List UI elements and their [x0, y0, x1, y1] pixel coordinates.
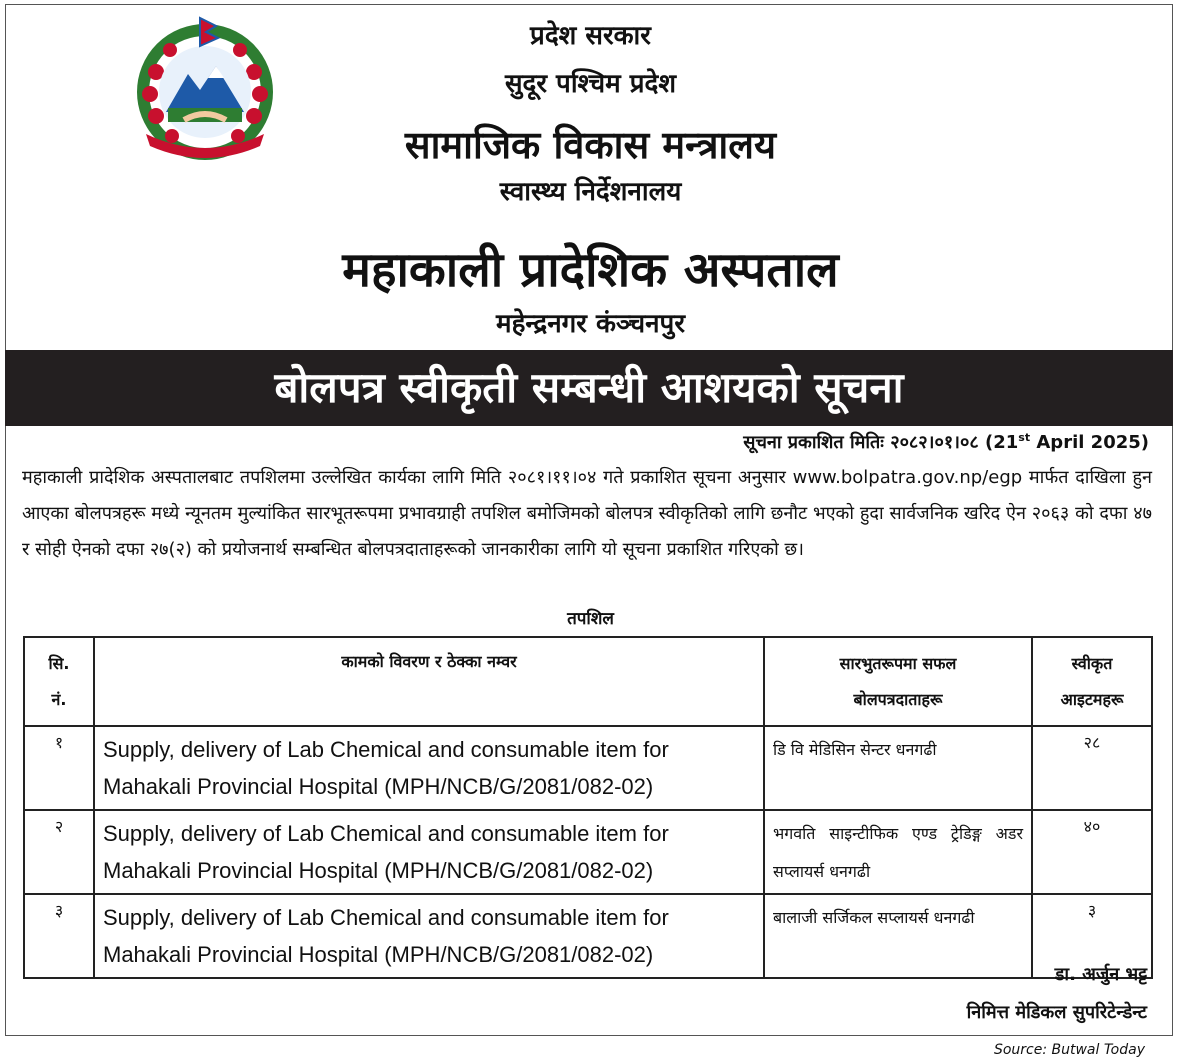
row-description: Supply, delivery of Lab Chemical and consumable item for Mahakali Provincial Hospital (MPH/NCB/G/2081/082-02) — [94, 810, 764, 894]
publication-english-sup: st — [1018, 431, 1031, 444]
header-bidder — [764, 637, 1032, 726]
row-sn: ३ — [24, 894, 94, 978]
row-sn: २ — [24, 810, 94, 894]
row-description: Supply, delivery of Lab Chemical and consumable item for Mahakali Provincial Hospital (MPH/NCB/G/2081/082-02) — [94, 726, 764, 810]
publication-date — [743, 430, 1149, 454]
header-line-1: प्रदेश सरकार — [530, 21, 651, 51]
source-credit: Source: Butwal Today — [993, 1042, 1145, 1058]
hospital-title: महाकाली प्रादेशिक अस्पताल — [342, 242, 839, 298]
signatory-title: निमित्त मेडिकल सुपरिटेन्डेन्ट — [966, 1002, 1147, 1023]
table-row — [24, 894, 1152, 978]
publication-english-rest: April 2025) — [1030, 432, 1149, 453]
header-line-2: सुदूर पश्चिम प्रदेश — [504, 69, 676, 99]
table-row — [24, 810, 1152, 894]
notice-banner — [5, 350, 1173, 426]
row-items: ४० — [1032, 810, 1152, 894]
header-items — [1032, 637, 1152, 726]
header-items-line2: आइटमहरू — [1060, 689, 1124, 709]
hospital-location: महेन्द्रनगर कंञ्चनपुर — [496, 309, 685, 339]
header-description — [94, 637, 764, 726]
table-header-row — [24, 637, 1152, 726]
header-description-label: कामको विवरण र ठेक्का नम्वर — [341, 652, 517, 671]
banner-title: बोलपत्र स्वीकृती सम्बन्धी आशयको सूचना — [274, 363, 904, 412]
row-bidder: भगवति साइन्टीफिक एण्ड ट्रेडिङ्ग अडर सप्लायर्स धनगढी — [764, 810, 1032, 894]
header-sn-line2: नं. — [51, 689, 67, 709]
publication-english-day: (21 — [985, 432, 1019, 453]
header-sn — [24, 637, 94, 726]
row-bidder: बालाजी सर्जिकल सप्लायर्स धनगढी — [764, 894, 1032, 978]
header-sn-line1: सि. — [48, 653, 70, 673]
table-row — [24, 726, 1152, 810]
schedule-caption: तपशिल — [567, 609, 614, 629]
header-items-line1: स्वीकृत — [1071, 653, 1113, 673]
ministry-title: सामाजिक विकास मन्त्रालय — [404, 123, 777, 167]
directorate-title: स्वास्थ्य निर्देशनालय — [499, 177, 682, 207]
schedule-table — [23, 636, 1153, 979]
header-bidder-line2: बोलपत्रदाताहरू — [853, 689, 943, 709]
intro-paragraph: महाकाली प्रादेशिक अस्पतालबाट तपशिलमा उल्लेखित कार्यका लागि मिति २०८१।११।०४ गते प्रकाशित सूचना अनुसार www.bolpatra.gov.np/egp मार्फत दाखिला हुन आएका बोलपत्रहरू मध्ये न्यूनतम मुल्यांकित सारभूतरूपमा प्रभावग्राही तपशिल बमोजिमको बोलपत्र स्वीकृतिको लागि छनौट भएको हुदा सार्वजनिक खरिद ऐन २०६३ को दफा ४७ र सोही ऐनको दफा २७(२) को प्रयोजनार्थ सम्बन्धित बोलपत्रदाताहरूको जानकारीका लागि यो सूचना प्रकाशित गरिएको छ। — [22, 467, 1152, 560]
row-items: ३ — [1032, 894, 1152, 978]
row-description: Supply, delivery of Lab Chemical and consumable item for Mahakali Provincial Hospital (MPH/NCB/G/2081/082-02) — [94, 894, 764, 978]
signatory-name: डा. अर्जुन भट्ट — [1054, 964, 1147, 985]
publication-label: सूचना प्रकाशित मितिः २०८२।०१।०८ — [743, 432, 979, 453]
row-items: २८ — [1032, 726, 1152, 810]
row-sn: १ — [24, 726, 94, 810]
row-bidder: डि वि मेडिसिन सेन्टर धनगढी — [764, 726, 1032, 810]
header-bidder-line1: सारभुतरूपमा सफल — [839, 653, 957, 673]
